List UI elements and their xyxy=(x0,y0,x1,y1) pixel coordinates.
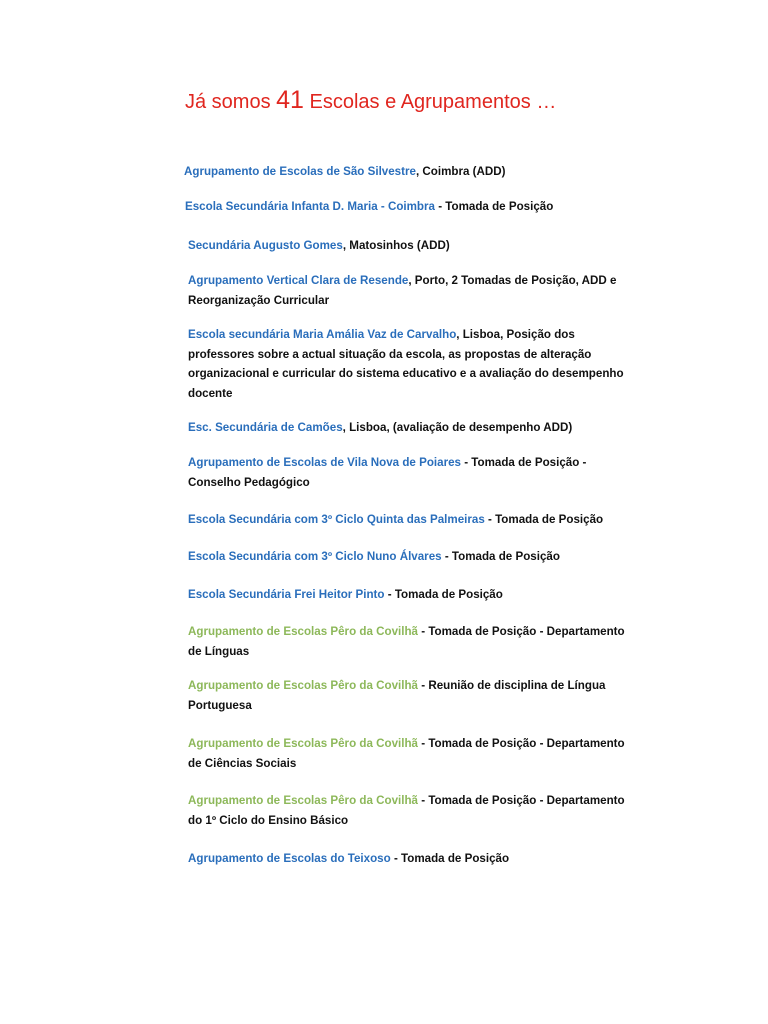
entry-text: , Coimbra (ADD) xyxy=(415,165,506,178)
school-link[interactable]: Secundária Augusto Gomes xyxy=(188,239,343,252)
school-link[interactable]: Agrupamento de Escolas Pêro da Covilhã xyxy=(188,625,419,638)
school-link[interactable]: Escola secundária Maria Amália Vaz de Carvalho xyxy=(188,328,457,341)
school-link[interactable]: Escola Secundária Infanta D. Maria - Coimbra xyxy=(185,200,435,213)
entry-text: - Tomada de Posição xyxy=(390,852,510,865)
entry-text: - Reunião de disciplina de Língua Portuguesa xyxy=(188,679,606,712)
list-item xyxy=(188,676,628,715)
entry-text: - Tomada de Posição - Departamento de Ciências Sociais xyxy=(188,737,625,770)
school-link[interactable]: Agrupamento de Escolas de Vila Nova de Poiares xyxy=(188,456,461,469)
list-item xyxy=(185,197,625,217)
entry-text: - Tomada de Posição - Departamento do 1º Ciclo do Ensino Básico xyxy=(188,794,625,827)
school-link[interactable]: Agrupamento de Escolas do Teixoso xyxy=(188,852,391,865)
entry-text: - Tomada de Posição xyxy=(484,513,604,526)
school-link[interactable]: Agrupamento de Escolas Pêro da Covilhã xyxy=(188,737,419,750)
list-item xyxy=(188,585,628,605)
list-item xyxy=(188,510,628,530)
school-link[interactable]: Esc. Secundária de Camões xyxy=(188,421,343,434)
page-heading xyxy=(185,86,556,115)
list-item xyxy=(188,791,628,830)
entry-text: - Tomada de Posição xyxy=(384,588,503,601)
school-link[interactable]: Agrupamento de Escolas Pêro da Covilhã xyxy=(188,794,419,807)
entry-text: - Tomada de Posição xyxy=(441,550,560,563)
heading-suffix: Escolas e Agrupamentos … xyxy=(303,91,557,113)
school-link[interactable]: Escola Secundária Frei Heitor Pinto xyxy=(188,588,385,601)
list-item xyxy=(188,849,628,869)
entry-text: - Tomada de Posição - Departamento de Línguas xyxy=(188,625,625,658)
list-item xyxy=(184,162,624,182)
school-link[interactable]: Escola Secundária com 3º Ciclo Nuno Álvares xyxy=(188,550,442,563)
list-item xyxy=(188,271,628,310)
entry-text: , Matosinhos (ADD) xyxy=(342,239,450,252)
entry-text: , Lisboa, Posição dos professores sobre a actual situação da escola, as propostas de alteração organizacional e curricular do sistema educativo e a avaliação do desempenho docente xyxy=(188,328,624,400)
school-link[interactable]: Agrupamento de Escolas de São Silvestre xyxy=(184,165,416,178)
list-item xyxy=(188,325,628,403)
school-link[interactable]: Agrupamento de Escolas Pêro da Covilhã xyxy=(188,679,419,692)
list-item xyxy=(188,734,628,773)
list-item xyxy=(188,622,628,661)
entry-text: , Lisboa, (avaliação de desempenho ADD) xyxy=(342,421,573,434)
school-count: 41 xyxy=(276,86,304,114)
entry-text: - Tomada de Posição xyxy=(434,200,554,213)
entry-text: , Porto, 2 Tomadas de Posição, ADD e Reorganização Curricular xyxy=(188,274,617,307)
list-item xyxy=(188,453,628,492)
heading-prefix: Já somos xyxy=(185,91,277,113)
list-item xyxy=(188,418,628,438)
list-item xyxy=(188,236,628,256)
entry-text: - Tomada de Posição - Conselho Pedagógico xyxy=(188,456,587,489)
school-link[interactable]: Escola Secundária com 3º Ciclo Quinta das Palmeiras xyxy=(188,513,485,526)
list-item xyxy=(188,547,628,567)
school-link[interactable]: Agrupamento Vertical Clara de Resende xyxy=(188,274,409,287)
